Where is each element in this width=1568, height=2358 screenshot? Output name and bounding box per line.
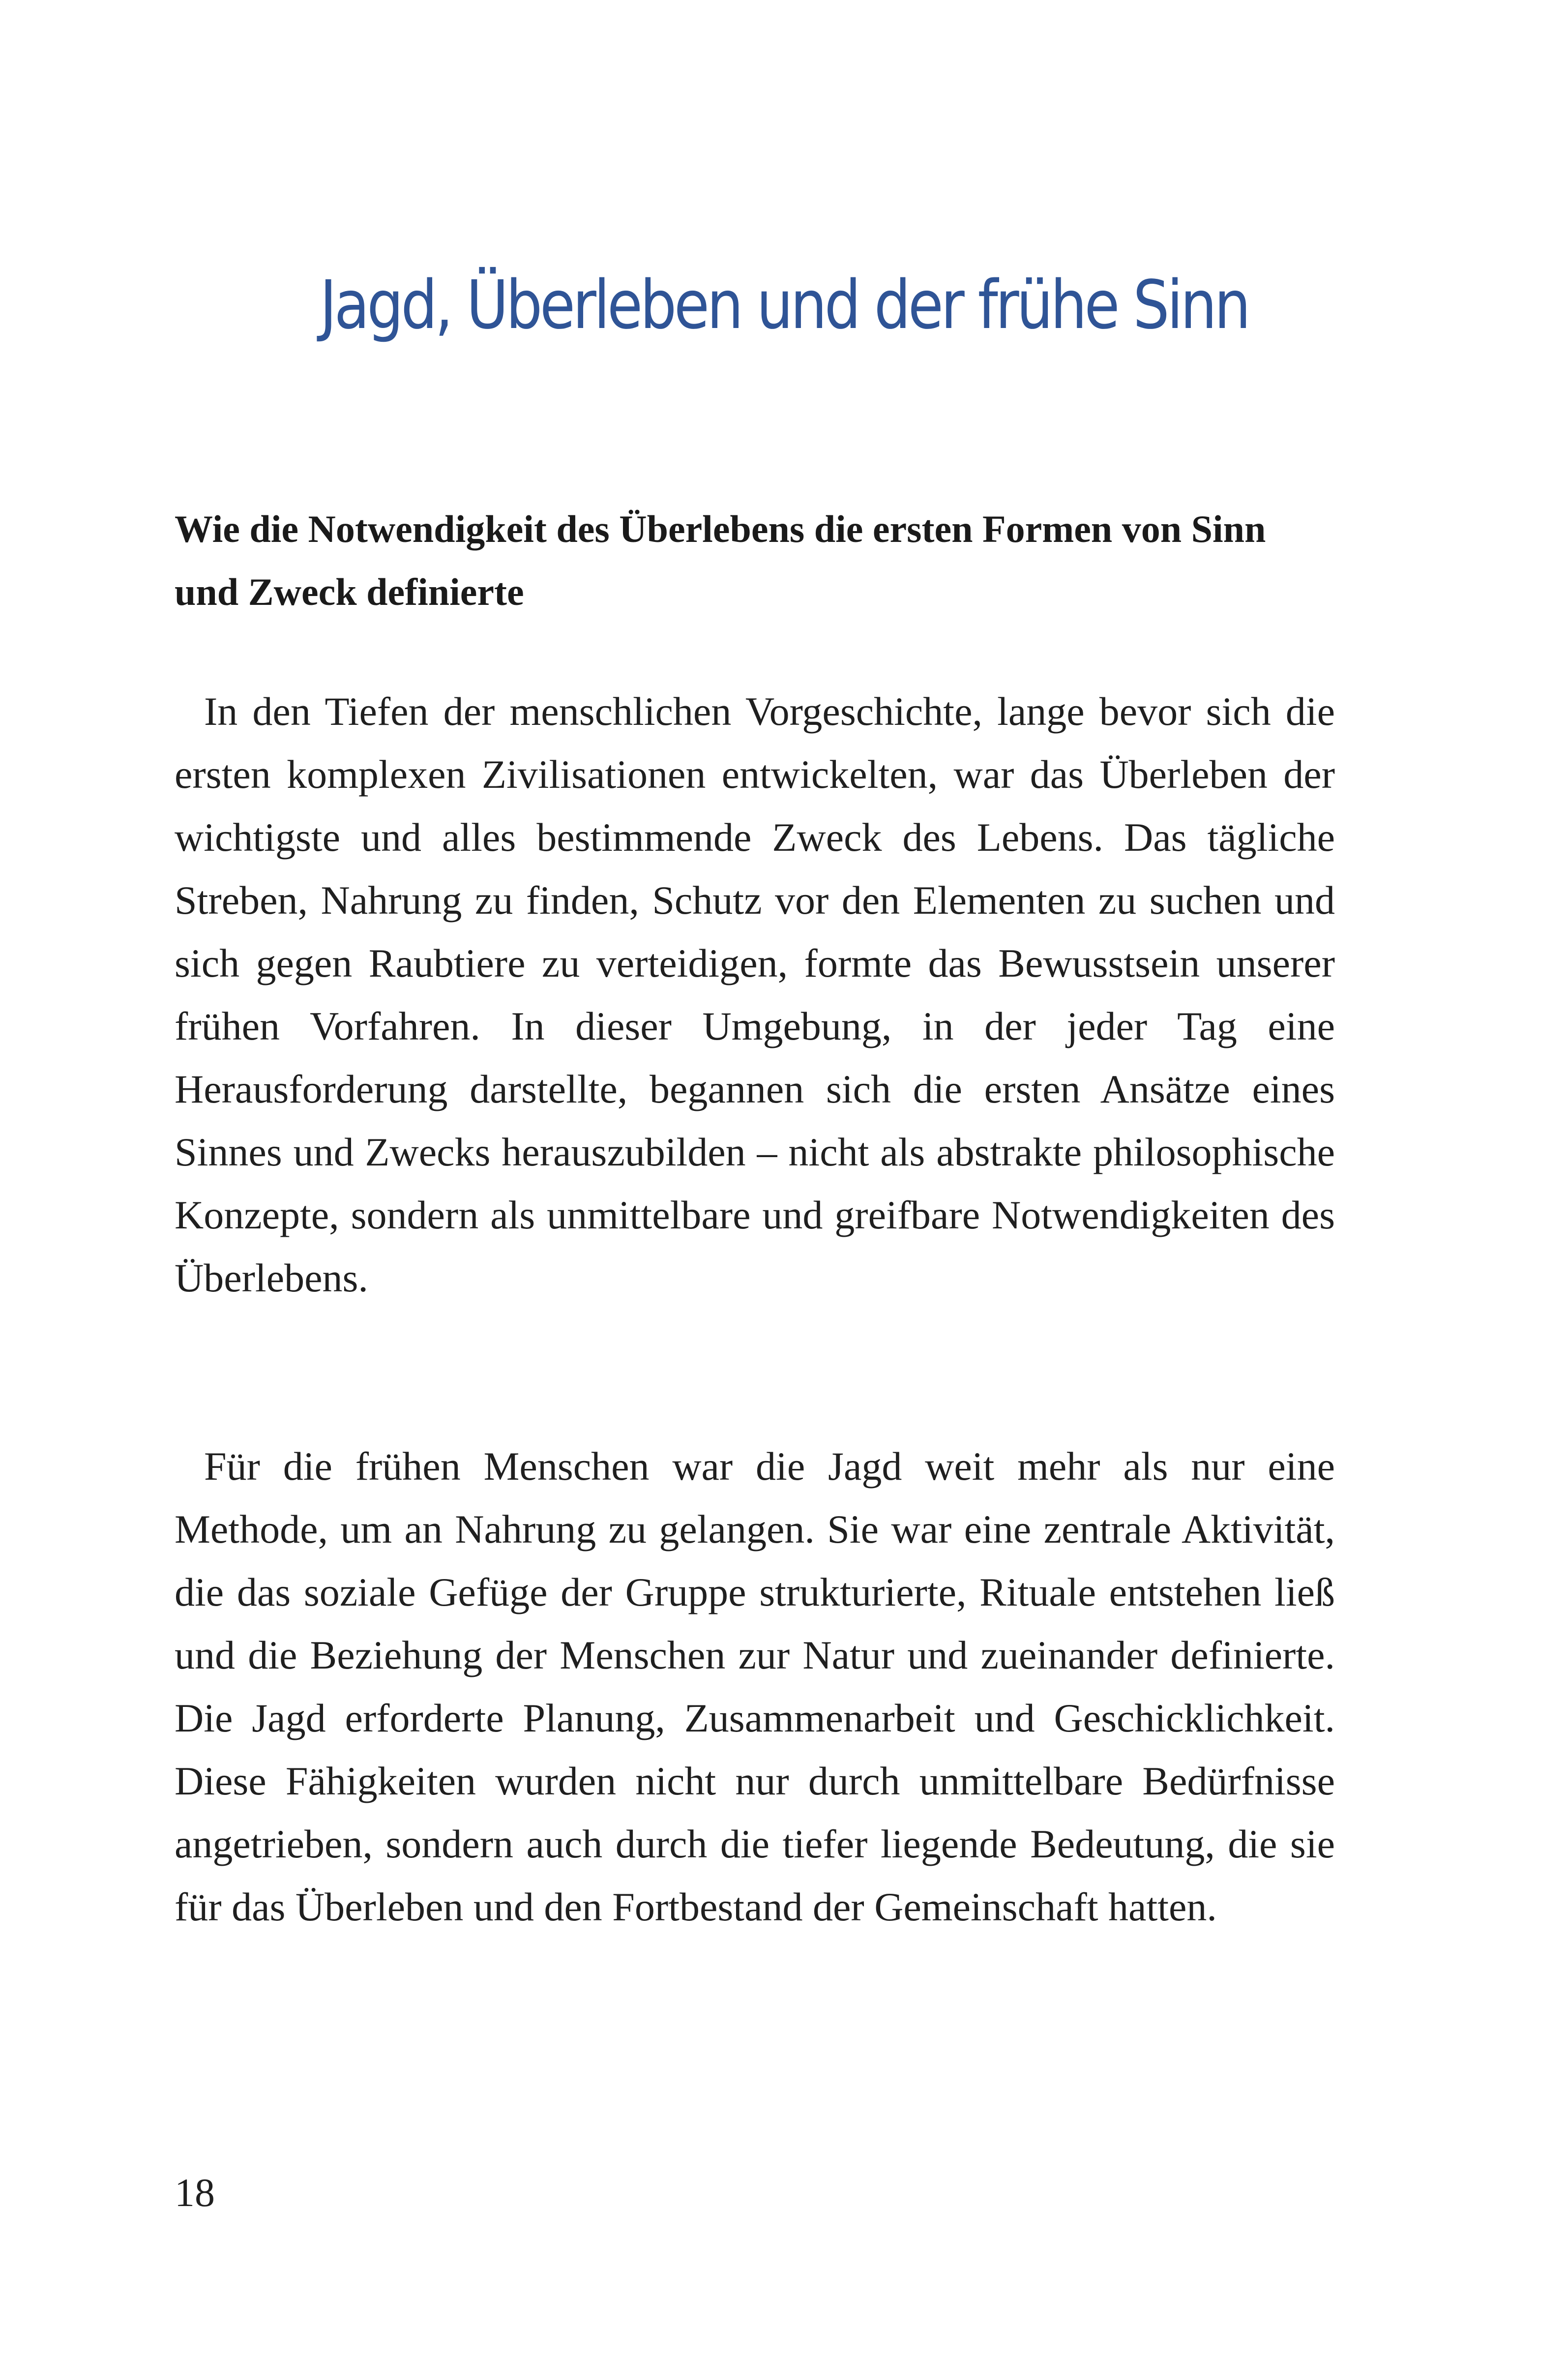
body-paragraph-2: Für die frühen Menschen war die Jagd weit mehr als nur eine Methode, um an Nahrung zu gelangen. Sie war eine zentrale Aktivität, die das soziale Gefüge der Gruppe strukturierte, Rituale entstehen ließ und die Beziehung der Menschen zur Natur und zueinander definierte. Die Jagd erforderte Planung, Zusammenarbeit und Geschicklichkeit. Diese Fähigkeiten wurden nicht nur durch unmittelbare Bedürfnisse angetrieben, sondern auch durch die tiefer liegende Bedeutung, die sie für das Überleben und den Fortbestand der Gemeinschaft hatten. — [175, 1444, 1335, 1929]
page-number: 18 — [175, 2170, 215, 2215]
chapter-subtitle: Wie die Notwendigkeit des Überlebens die ersten Formen von Sinn und Zweck definierte — [175, 507, 1266, 613]
chapter-title: Jagd, Überleben und der frühe Sinn — [320, 267, 1248, 344]
body-paragraph-1: In den Tiefen der menschlichen Vorgeschichte, lange bevor sich die ersten komplexen Zivilisationen entwickelten, war das Überleben der wichtigste und alles bestimmende Zweck des Lebens. Das tägliche Streben, Nahrung zu finden, Schutz vor den Elementen zu suchen und sich gegen Raubtiere zu verteidigen, formte das Bewusstsein unserer frühen Vorfahren. In dieser Umgebung, in der jeder Tag eine Herausforderung darstellte, begannen sich die ersten Ansätze eines Sinnes und Zwecks herauszubilden – nicht als abstrakte philosophische Konzepte, sondern als unmittelbare und greifbare Notwendigkeiten des Überlebens. — [175, 689, 1335, 1300]
